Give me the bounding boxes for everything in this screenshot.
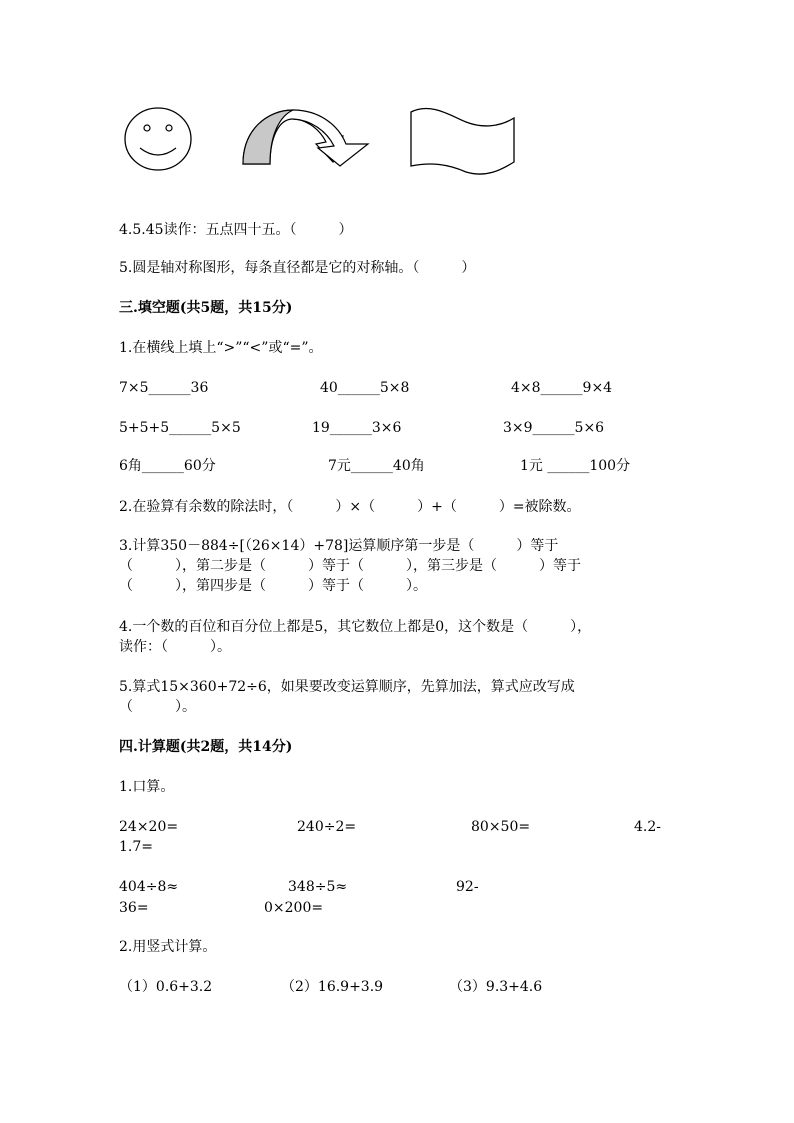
mental-math-item: 24×20= xyxy=(119,819,179,835)
wavy-flag-figure xyxy=(406,104,521,182)
vertical-calc-item: （3）9.3+4.6 xyxy=(449,979,543,995)
compare-item: 6角______60分 xyxy=(119,458,216,474)
mental-math-item: 80×50= xyxy=(471,819,531,835)
section-4-title: 四.计算题(共2题，共14分) xyxy=(119,739,293,755)
compare-item: 40______5×8 xyxy=(320,380,410,396)
s4-question-1: 1.口算。 xyxy=(119,779,175,795)
smiley-face-figure xyxy=(120,104,200,174)
s3-question-4-line-2: 读作：（ ）。 xyxy=(119,639,231,655)
s3-question-3-line-3: （ ），第四步是（ ）等于（ ）。 xyxy=(119,578,427,594)
compare-item: 7元______40角 xyxy=(328,458,425,474)
question-5-circle: 5.圆是轴对称图形，每条直径都是它的对称轴。（ ） xyxy=(119,260,476,276)
s3-question-4-line-1: 4.一个数的百位和百分位上都是5，其它数位上都是0，这个数是（ ）， xyxy=(119,619,592,635)
question-4-5-45: 4.5.45读作：五点四十五。（ ） xyxy=(119,222,353,238)
curved-arrow-figure xyxy=(238,104,378,176)
s4-question-2: 2.用竖式计算。 xyxy=(119,939,217,955)
mental-math-item: 4.2- xyxy=(634,819,661,835)
compare-item: 19______3×6 xyxy=(312,420,402,436)
section-3-title: 三.填空题(共5题，共15分) xyxy=(119,300,293,316)
mental-math-item: 0×200= xyxy=(264,900,324,916)
compare-item: 1元 ______100分 xyxy=(520,458,631,474)
compare-item: 3×9______5×6 xyxy=(503,420,605,436)
mental-math-item: 240÷2= xyxy=(297,819,357,835)
s3-question-3-line-2: （ ），第二步是（ ）等于（ ），第三步是（ ）等于 xyxy=(119,558,581,574)
s3-question-5-line-1: 5.算式15×360+72÷6，如果要改变运算顺序，先算加法，算式应改写成 xyxy=(119,679,575,695)
mental-math-item: 1.7= xyxy=(119,839,153,855)
mental-math-item: 36= xyxy=(119,900,149,916)
mental-math-item: 348÷5≈ xyxy=(288,879,348,895)
s3-question-3-line-1: 3.计算350－884÷[（26×14）+78]运算顺序第一步是（ ）等于 xyxy=(119,538,559,554)
mental-math-item: 92- xyxy=(456,879,479,895)
s3-question-1: 1.在横线上填上“>”“<”或“=”。 xyxy=(119,340,323,356)
vertical-calc-item: （1）0.6+3.2 xyxy=(119,979,213,995)
compare-item: 4×8______9×4 xyxy=(511,380,613,396)
s3-question-5-line-2: （ ）。 xyxy=(119,699,196,715)
s3-question-2: 2.在验算有余数的除法时，（ ）×（ ）+（ ）=被除数。 xyxy=(119,499,581,515)
compare-item: 5+5+5______5×5 xyxy=(119,420,241,436)
vertical-calc-item: （2）16.9+3.9 xyxy=(281,979,384,995)
mental-math-item: 404÷8≈ xyxy=(119,879,179,895)
compare-item: 7×5______36 xyxy=(119,380,209,396)
